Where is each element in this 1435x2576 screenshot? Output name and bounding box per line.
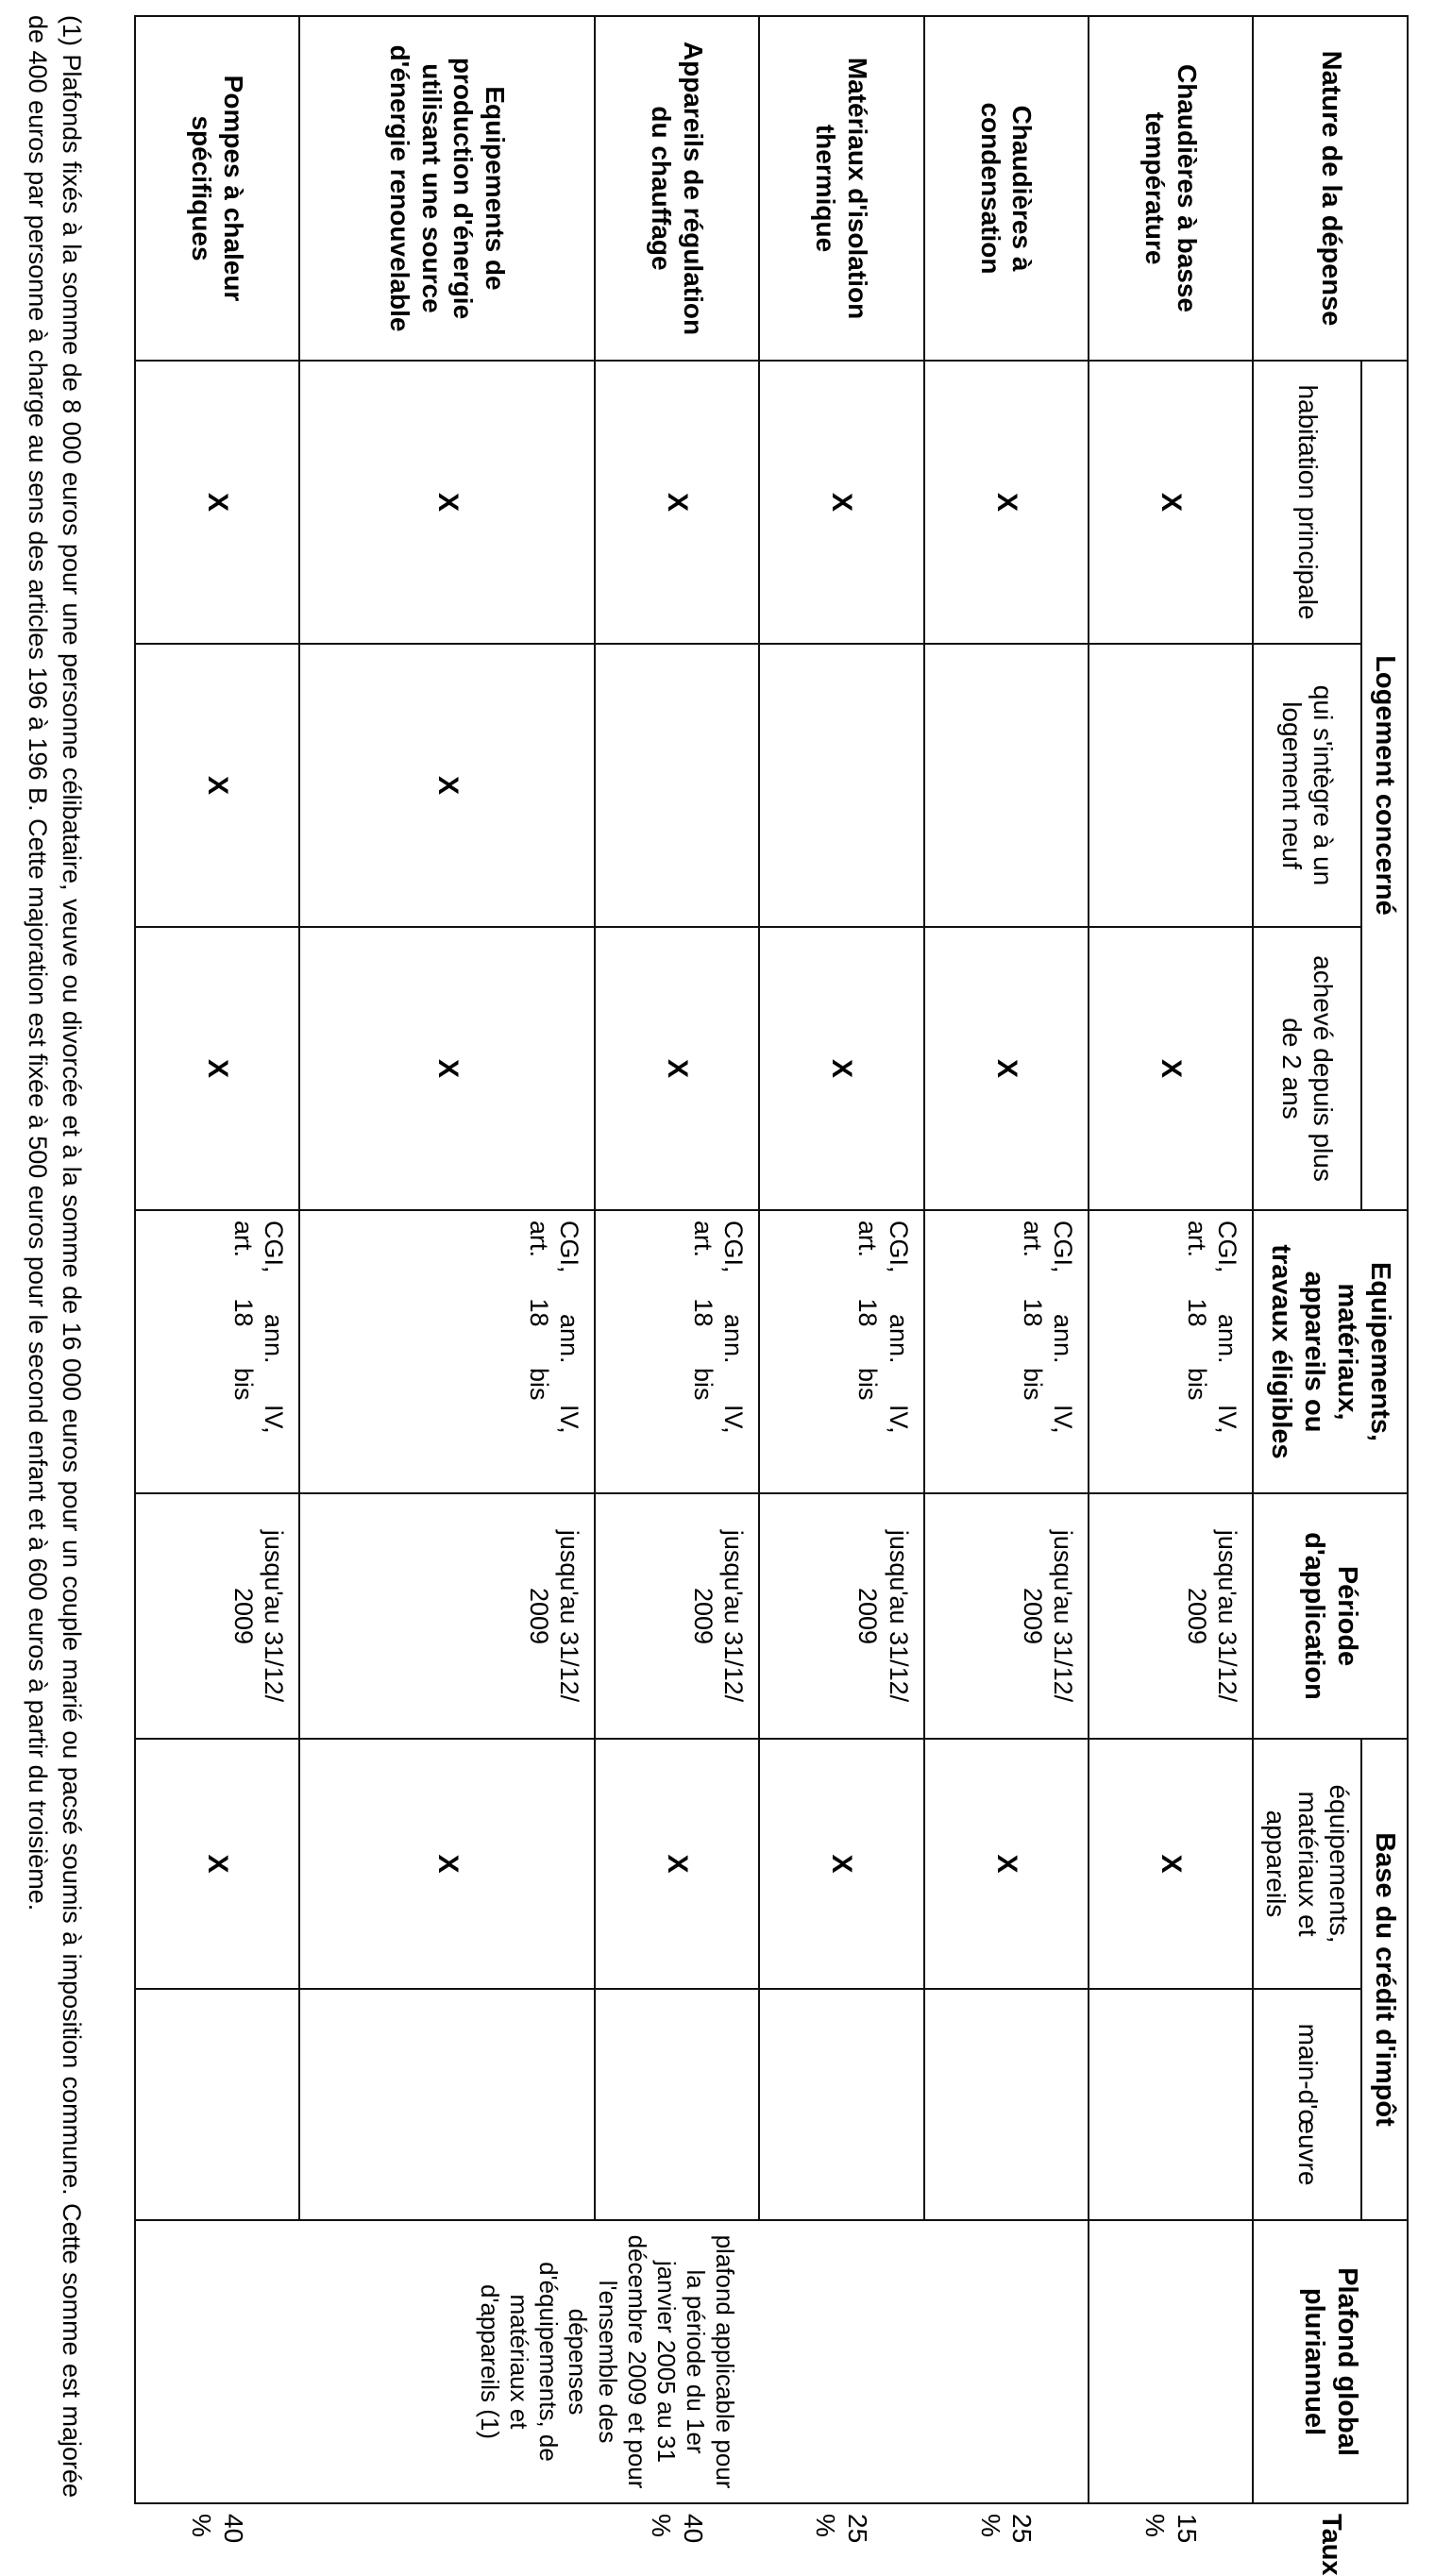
header-row-1: Nature de la dépense Logement concerné Equipements, matériaux, appareils ou travaux éligibles Période d'application Base du crédit d'impôt Plafond global pluriannuel Taux [1361, 16, 1408, 2503]
cell-base-equip: X [1089, 1739, 1253, 1989]
table-row: Chaudières à condensation X X CGI, ann. IV, art. 18 bis jusqu'au 31/12/ 2009 X plafond applicable pour la période du 1er janvier 2005 au 31 décembre 2009 et pour l'ensemble des dépenses d'équipements, de matériaux et d'appareils (1) 25 % [924, 16, 1089, 2503]
cell-periode: jusqu'au 31/12/ 2009 [135, 1493, 299, 1739]
table-row: Matériaux d'isolation thermique X X CGI, ann. IV, art. 18 bis jusqu'au 31/12/ 2009 X 25 % [759, 16, 923, 2503]
cell-periode: jusqu'au 31/12/ 2009 [1089, 1493, 1253, 1739]
cell-base-equip: X [135, 1739, 299, 1989]
cell-principale: X [299, 361, 595, 644]
cell-base-equip: X [759, 1739, 923, 1989]
header-log-acheve: achevé depuis plus de 2 ans [1253, 927, 1361, 1210]
cell-plafond-empty [1089, 2220, 1253, 2503]
table-row [299, 16, 595, 2503]
cell-neuf [759, 644, 923, 927]
cell-acheve: X [595, 927, 759, 1210]
header-base: Base du crédit d'impôt [1361, 1739, 1408, 2220]
cell-principale: X [924, 361, 1089, 644]
cell-principale: X [595, 361, 759, 644]
cell-ref: CGI, ann. IV, art. 18 bis [299, 1210, 595, 1493]
cell-base-equip: X [299, 1739, 595, 1989]
cell-principale: X [1089, 361, 1253, 644]
cell-periode: jusqu'au 31/12/ 2009 [924, 1493, 1089, 1739]
cell-base-main [595, 1989, 759, 2220]
cell-ref: CGI, ann. IV, art. 18 bis [759, 1210, 923, 1493]
cell-acheve: X [759, 927, 923, 1210]
cell-principale: X [135, 361, 299, 644]
cell-nature: Chaudières à condensation [924, 16, 1089, 361]
header-logement: Logement concerné [1361, 361, 1408, 1210]
cell-neuf [595, 644, 759, 927]
cell-nature: Pompes à chaleur spécifiques [135, 16, 299, 361]
header-periode: Période d'application [1253, 1493, 1408, 1739]
cell-acheve: X [299, 927, 595, 1210]
cell-periode: jusqu'au 31/12/ 2009 [759, 1493, 923, 1739]
cell-base-main [759, 1989, 923, 2220]
cell-periode: jusqu'au 31/12/ 2009 [299, 1493, 595, 1739]
cell-acheve: X [924, 927, 1089, 1210]
cell-ref: CGI, ann. IV, art. 18 bis [595, 1210, 759, 1493]
cell-base-main [299, 1989, 595, 2220]
tax-credit-table [134, 15, 1409, 2576]
cell-ref: CGI, ann. IV, art. 18 bis [924, 1210, 1089, 1493]
header-log-principale: habitation principale [1253, 361, 1361, 644]
header-base-main: main-d'œuvre [1253, 1989, 1361, 2220]
cell-base-equip: X [924, 1739, 1089, 1989]
table-row: Pompes à chaleur spécifiques X X X CGI, ann. IV, art. 18 bis jusqu'au 31/12/ 2009 X 40 % [135, 16, 299, 2503]
header-log-neuf: qui s'intègre à un logement neuf [1253, 644, 1361, 927]
footnote: (1) Plafonds fixés à la somme de 8 000 euros pour une personne célibataire, veuve ou divorcée et à la somme de 16 000 euros pour un couple marié ou pacsé soumis à imposition commune. Cette somme est majorée de 400 euros par personne à charge au sens des articles 196 à 196 B. Cette majoration est fixée à 500 euros pour le second enfant et à 600 euros à partir du troisième. [24, 15, 86, 2498]
header-plafond: Plafond global pluriannuel [1253, 2220, 1408, 2503]
header-equipements: Equipements, matériaux, appareils ou travaux éligibles [1253, 1210, 1408, 1493]
cell-acheve: X [135, 927, 299, 1210]
cell-base-main [1089, 1989, 1253, 2220]
table-row: Chaudières à basse température X X CGI, ann. IV, art. 18 bis jusqu'au 31/12/ 2009 X 15 % [1089, 16, 1253, 2503]
cell-nature: Chaudières à basse température [1089, 16, 1253, 361]
cell-acheve: X [1089, 927, 1253, 1210]
cell-principale: X [759, 361, 923, 644]
cell-nature: Appareils de régulation du chauffage [595, 16, 759, 361]
cell-ref: CGI, ann. IV, art. 18 bis [1089, 1210, 1253, 1493]
cell-neuf [1089, 644, 1253, 927]
cell-base-equip: X [595, 1739, 759, 1989]
header-base-equip: équipements, matériaux et appareils [1253, 1739, 1361, 1989]
table-row: Appareils de régulation du chauffage X X CGI, ann. IV, art. 18 bis jusqu'au 31/12/ 2009 X 40 % [595, 16, 759, 2503]
cell-base-main [924, 1989, 1089, 2220]
cell-plafond: plafond applicable pour la période du 1er janvier 2005 au 31 décembre 2009 et pour l'ensemble des dépenses d'équipements, de matériaux et d'appareils (1) [135, 2220, 1089, 2503]
header-nature: Nature de la dépense [1253, 16, 1408, 361]
cell-neuf: X [135, 644, 299, 927]
cell-nature: Matériaux d'isolation thermique [759, 16, 923, 361]
cell-neuf [924, 644, 1089, 927]
cell-base-main [135, 1989, 299, 2220]
cell-nature: Equipements de production d'énergie utilisant une source d'énergie renouvelable [299, 16, 595, 361]
cell-periode: jusqu'au 31/12/ 2009 [595, 1493, 759, 1739]
cell-neuf: X [299, 644, 595, 927]
cell-ref: CGI, ann. IV, art. 18 bis [135, 1210, 299, 1493]
